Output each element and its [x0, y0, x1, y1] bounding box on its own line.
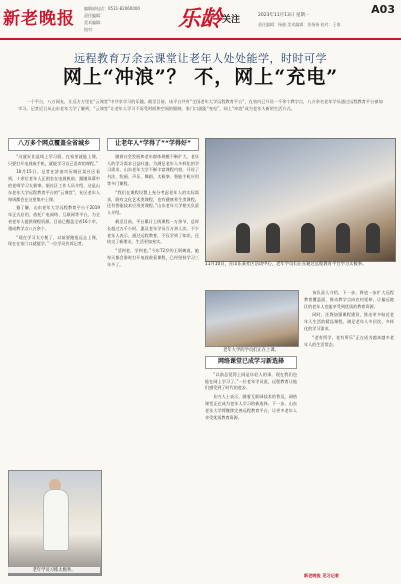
photo-figure	[43, 489, 69, 551]
page-number: A03	[371, 3, 395, 16]
photo-person	[366, 223, 380, 253]
masthead-info-line: 编辑部电话：0531-82060000	[84, 6, 140, 11]
photo-caption: 老年学员习练太极拳。	[8, 567, 100, 573]
masthead-info-line: 美术编辑：	[84, 20, 104, 25]
paragraph: 据了解，山东老年大学远程教育平台于2019年正式启用，依托广电网络、互联网等平台，为全省老年人提供课程资源，目前已覆盖全省16个市，建成教学点八万余个。	[8, 205, 100, 231]
article-column-1	[8, 138, 100, 250]
paragraph: “现在学习太方便了，以前要跑很远去上课，现在在家门口就能学。”一位学员告诉记者。	[8, 234, 100, 247]
photo-person	[301, 223, 315, 253]
paragraph: “这就好比是线上学习班，在家里就能上课，只要打开电视或手机，就能学习自己喜欢的课程。”	[8, 153, 100, 166]
paragraph: 业内人士表示，随着互联网技术的普及，网络课堂正在成为老年人学习的新选择。下一步，山东老年大学将继续完善远程教育平台，让更多老年人享受优质教育资源。	[205, 394, 297, 420]
byline: 新老晚报 见习记者	[304, 573, 339, 578]
article-column-4	[304, 290, 394, 350]
issue-date: 2023年11月13日 星期一	[258, 13, 310, 18]
paragraph: 截至目前，平台累计上线课程一万余节，总时长超过五千小时，惠及老年学员百万余人次。不少老年人表示，通过远程教育，不仅学到了知识，还结交了新朋友，生活更加充实。	[107, 218, 199, 245]
photo-caption: 11月10日，在山东某社区活动中心，老年学员们正在通过远程教育平台学习太极拳。	[205, 262, 367, 267]
masthead-meta: 责任编辑：杨晓 美术编辑：张扬扬 校对：王倩	[258, 22, 341, 27]
paragraph: 该负责人介绍，下一步，将进一步扩大远程教育覆盖面，推动教学点向农村延伸，让偏远地区的老年人也能享受到优质的教育资源。	[304, 290, 394, 309]
column-subhead: 网络课堂已成学习新选择	[205, 356, 297, 369]
students-photo	[205, 290, 299, 347]
photo-person	[336, 223, 350, 253]
masthead-info	[84, 5, 140, 33]
photo-caption: 老年大学的学员们正在上课。	[223, 348, 279, 353]
tai-chi-photo	[8, 470, 102, 576]
paragraph: “我们在课程设置上充分考虑老年人的实际需求，既有文化艺术类课程，也有健康养生类课程，还有智能技术应用类课程。”山东老年大学相关负责人介绍。	[107, 189, 199, 216]
article-column-2	[107, 138, 199, 271]
classroom-photo	[205, 138, 396, 262]
article-lede: 一个平台，八万网友，让远方万里在“云课堂”中共享学习的乐趣。截至目前，该平台共有“全国老年大学远程教育平台”，在省内已开设一千余个教学点，八万余名老年学员通过远程教育平台参加学习。记者近日从山东老年大学了解到，“云课堂”让老年人学习不再受时间和空间的限制，家门口就能“充电”，网上“冲浪”成为老年人新的生活方式。	[18, 99, 383, 111]
paragraph: “以前总觉得上网是年轻人的事，现在我们也能在网上学习了。”一位老年学员说，远程教育让他们感受到了时代的进步。	[205, 371, 297, 391]
article-headline: 网上“冲浪”？ 不，网上“充电”	[62, 66, 339, 88]
photo-person	[266, 223, 280, 253]
masthead	[0, 0, 401, 40]
paragraph: 同时，还将加强课程建设，推出更多贴近老年人生活的精品课程，满足老年人多层次、多样化的学习需求。	[304, 312, 394, 331]
paragraph: “活到老，学到老。”今年72岁的王阿姨说，她每天都会准时打开电视收看课程，已经坚持学习三年多了。	[107, 248, 199, 267]
paragraph: 随着社会发展和老年群体规模不断扩大，老年人的学习需求日益旺盛。为满足老年人多样化的学习需求，山东老年大学不断丰富课程内容，开设了书法、绘画、声乐、舞蹈、太极拳、智能手机应用等多门课程。	[107, 153, 199, 186]
article-column-3	[205, 356, 297, 423]
column-subhead: 让老年人“学得了”“学得好”	[107, 138, 199, 151]
section-title: 关注	[222, 15, 241, 25]
paragraph: 10月15日，记者在济南市历城区某社区看到，十余位老年人正围坐在电视机前，跟随屏幕中的老师学习太极拳。据社区工作人员介绍，这是山东老年大学远程教育平台的“云课堂”，社区老年人每周都会在这里集中上课。	[8, 169, 100, 202]
article-kicker: 远程教育万余云课堂让老年人处处能学，时时可学	[74, 52, 327, 65]
paragraph: “老有所学、老有所乐”正在成为越来越多老年人的生活常态。	[304, 334, 394, 347]
masthead-info-line: 校对：	[84, 27, 96, 32]
newspaper-logo: 新老晚报	[3, 9, 75, 29]
photo-person	[236, 223, 250, 253]
masthead-info-line: 责任编辑：	[84, 13, 104, 18]
section-brand-logo: 乐龄	[178, 6, 223, 32]
column-subhead: 八万多个网点覆盖全省城乡	[8, 138, 100, 151]
